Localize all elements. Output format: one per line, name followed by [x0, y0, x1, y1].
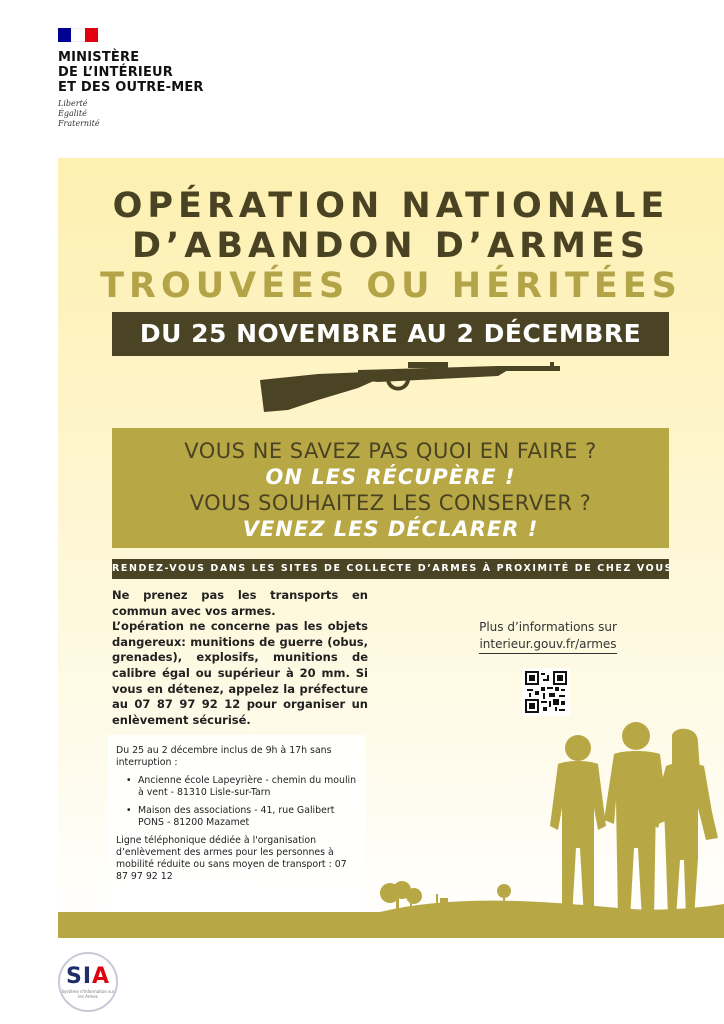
sia-letter-i: I [82, 964, 92, 989]
title-line-2: D’ABANDON D’ARMES [131, 226, 651, 266]
marianne-flag-logo [58, 28, 98, 42]
footer-bar [58, 912, 724, 938]
motto-egalite: Égalité [58, 109, 87, 118]
motto-liberte: Liberté [58, 99, 88, 108]
info-link[interactable]: interieur.gouv.fr/armes [479, 636, 616, 654]
collection-hours: Du 25 au 2 décembre inclus de 9h à 17h sans interruption : [116, 745, 332, 768]
phone-note: Ligne téléphonique dédiée à l'organisation d’enlèvement des armes pour les personnes à mobilité réduite ou sans moyen de transport : 07 87 97 92 12 [116, 835, 347, 882]
sia-letter-s: S [65, 964, 83, 989]
motto-fraternite: Fraternité [58, 119, 100, 128]
ministry-line-3: ET DES OUTRE-MER [58, 80, 204, 95]
ministry-header [58, 28, 204, 129]
rifle-icon [258, 358, 563, 422]
question-1: VOUS NE SAVEZ PAS QUOI EN FAIRE ? [184, 439, 597, 463]
more-info-text: Plus d’informations sur [479, 620, 617, 634]
sia-logo-text [60, 964, 116, 989]
list-item: • Maison des associations - 41, rue Galibert PONS - 81200 Mazamet [130, 805, 358, 829]
sia-subtitle: Système d'Information sur les Armes [61, 989, 115, 999]
title-line-1: OPÉRATION NATIONALE [112, 186, 670, 226]
title-line-3: TROUVÉES OU HÉRITÉES [100, 266, 682, 306]
poster-panel [58, 158, 724, 938]
warning-dangerous-objects: L’opération ne concerne pas les objets dangereux: munitions de guerre (obus, grenades), explosifs, munitions de calibre égal ou supérieur à 20 mm. Si vous en détenez, appelez la préfecture au 07 87 97 92 12 pour organiser un enlèvement sécurisé. [112, 619, 368, 727]
answer-1: ON LES RÉCUPÈRE ! [265, 465, 516, 489]
list-item: • Ancienne école Lapeyrière - chemin du moulin à vent - 81310 Lisle-sur-Tarn [130, 775, 358, 799]
collection-sites-banner: RENDEZ-VOUS DANS LES SITES DE COLLECTE D’ARMES À PROXIMITÉ DE CHEZ VOUS [112, 559, 669, 579]
question-2: VOUS SOUHAITEZ LES CONSERVER ? [189, 491, 592, 515]
sia-logo [58, 952, 118, 1012]
more-info [468, 619, 628, 654]
warning-transport: Ne prenez pas les transports en commun avec vos armes. [112, 588, 368, 618]
sia-letter-a: A [92, 964, 111, 989]
call-to-action-box [112, 428, 669, 548]
answer-2: VENEZ LES DÉCLARER ! [242, 517, 539, 541]
people-silhouette-icon [58, 708, 724, 938]
republic-motto [58, 99, 204, 129]
ministry-name [58, 50, 204, 95]
ministry-line-2: DE L’INTÉRIEUR [58, 65, 173, 80]
dates-banner: DU 25 NOVEMBRE AU 2 DÉCEMBRE [112, 312, 669, 356]
ministry-line-1: MINISTÈRE [58, 50, 140, 65]
